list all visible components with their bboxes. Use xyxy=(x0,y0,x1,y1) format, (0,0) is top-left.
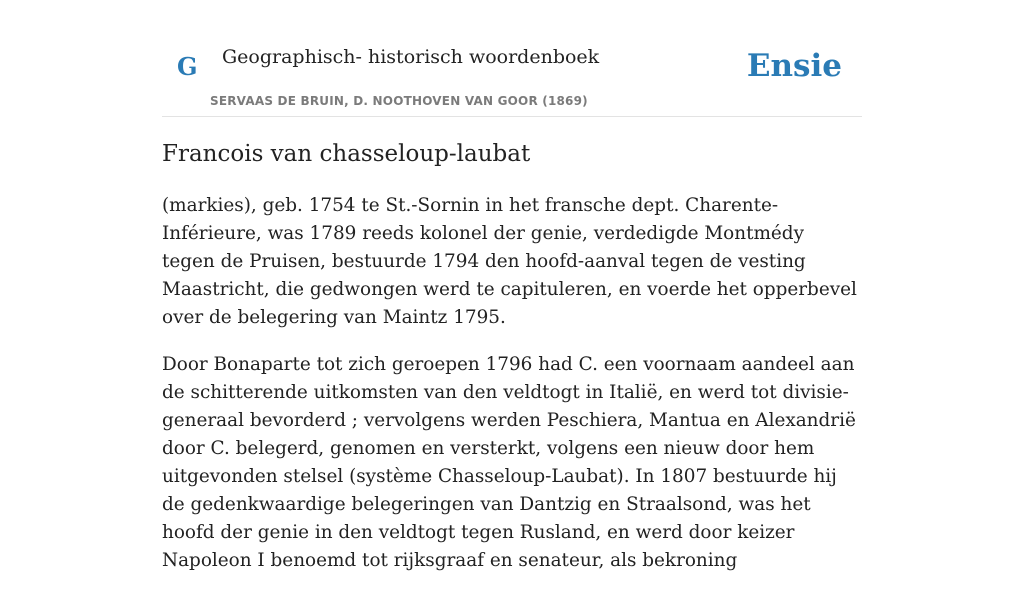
entry-paragraph-1: (markies), geb. 1754 te St.-Sornin in het fransche dept. Charente-Inférieure, was 1789 reeds kolonel der genie, verdedigde Montmédy tegen de Pruisen, bestuurde 1794 den hoofd-aanval tegen de vesting Maastricht, die gedwongen werd te capituleren, en voerde het opperbevel over de belegering van Maintz 1795. xyxy=(162,195,857,328)
ensie-logo-link[interactable]: Ensie xyxy=(746,48,842,84)
entry-title: Francois van chasseloup-laubat xyxy=(162,141,531,167)
entry-paragraph-2: Door Bonaparte tot zich geroepen 1796 had C. een voornaam aandeel aan de schitterende uitkomsten van den veldtogt in Italië, en werd tot divisie-generaal bevorderd ; vervolgens werden Peschiera, Mantua en Alexandrië door C. belegerd, genomen en versterkt, volgens een nieuw door hem uitgevonden stelsel (système Chasseloup-Laubat). In 1807 bestuurde hij de gedenkwaardige belegeringen van Dantzig en Straalsond, was het hoofd der genie in den veldtogt tegen Rusland, en werd door keizer Napoleon I benoemd tot rijksgraaf en senateur, als bekroning xyxy=(162,354,856,571)
book-letter-icon[interactable]: G xyxy=(177,52,198,81)
entry-body xyxy=(162,192,862,594)
book-title-link[interactable]: Geographisch- historisch woordenboek xyxy=(222,46,600,68)
book-header xyxy=(162,0,862,117)
book-authors: SERVAAS DE BRUIN, D. NOOTHOVEN VAN GOOR (1869) xyxy=(210,94,588,108)
